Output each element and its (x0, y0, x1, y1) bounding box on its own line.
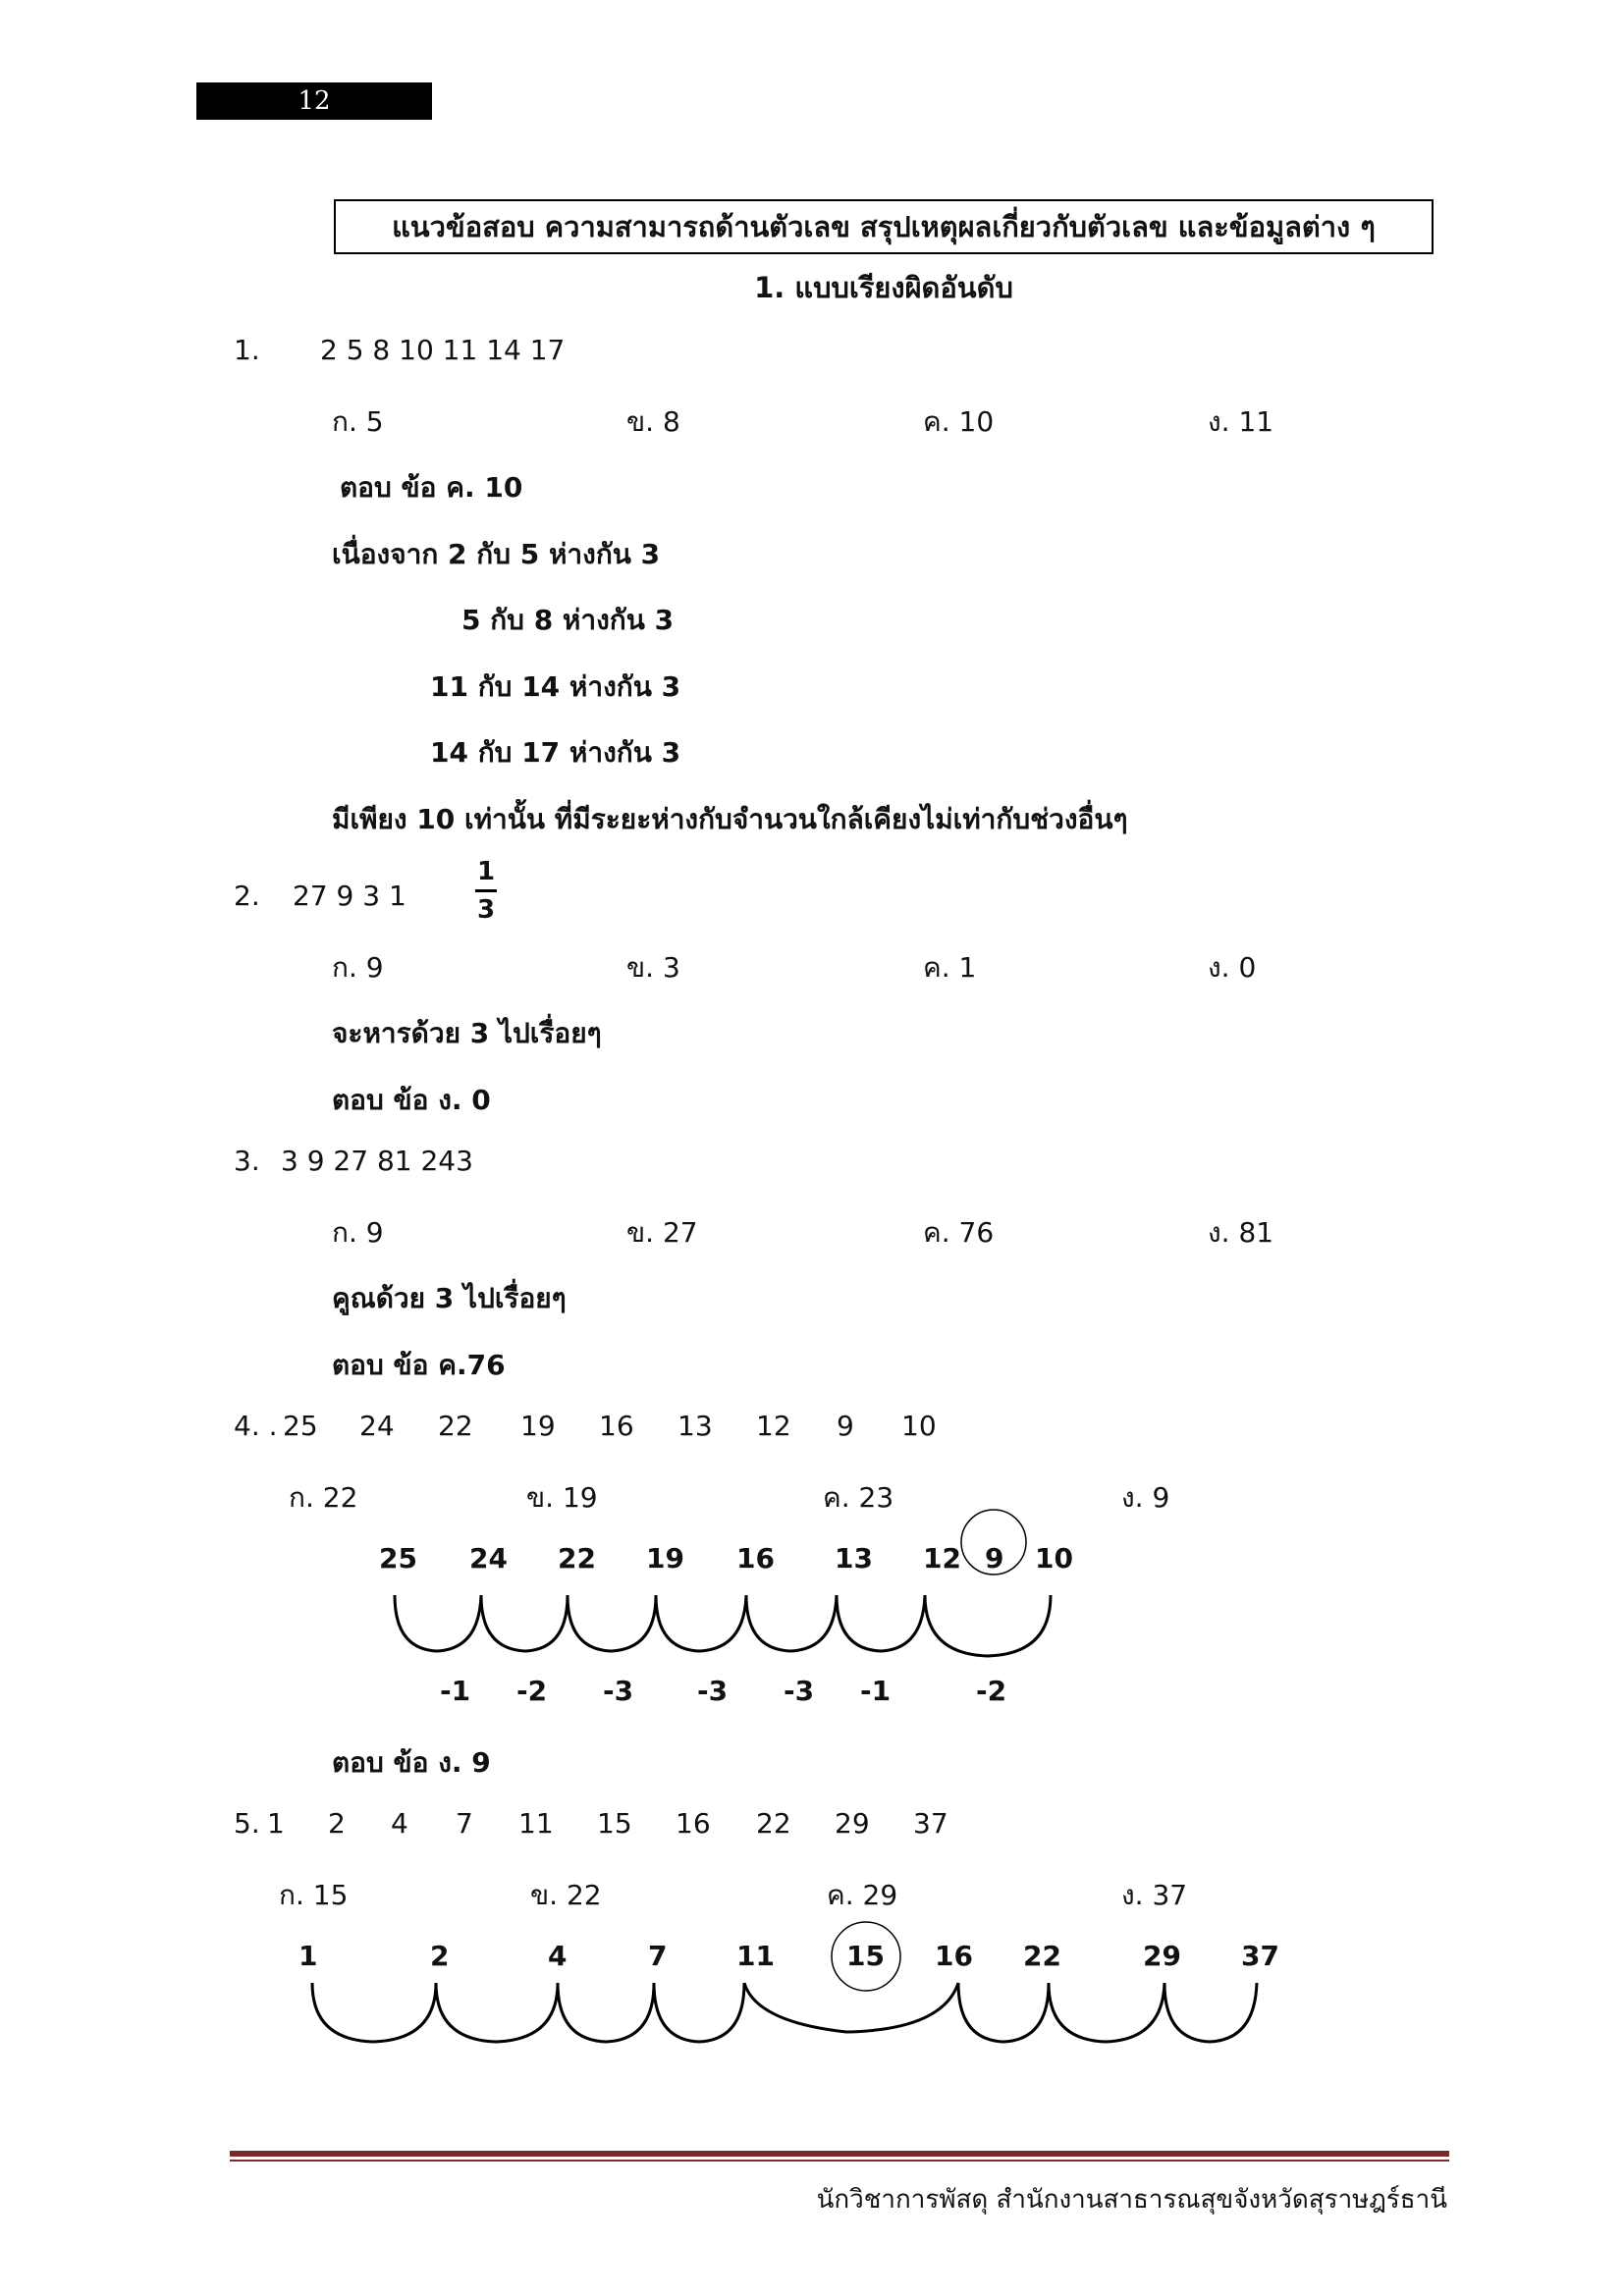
q4-choice-b: ข. 19 (526, 1481, 598, 1514)
q4-diff: -2 (516, 1675, 548, 1707)
page-number: 12 (298, 86, 331, 116)
q5-arc (558, 1983, 654, 2042)
q1-explain-4: 14 กับ 17 ห่างกัน 3 (430, 736, 681, 769)
q4-answer-circle (961, 1510, 1026, 1575)
q4-choice-c: ค. 23 (823, 1481, 894, 1514)
q5-diagram-num: 1 (298, 1940, 318, 1972)
q5-seq-2: 4 (391, 1807, 408, 1840)
q4-diff: -3 (697, 1675, 729, 1707)
q1-choice-d: ง. 11 (1208, 405, 1274, 438)
q2-choice-a: ก. 9 (332, 951, 384, 984)
q4-diagram-num: 10 (1035, 1542, 1073, 1575)
q3-sequence: 3 9 27 81 243 (281, 1145, 473, 1177)
q4-arc (746, 1595, 837, 1651)
q3-choice-a: ก. 9 (332, 1216, 384, 1249)
q5-diagram-num: 29 (1143, 1940, 1181, 1972)
q4-diff: -1 (440, 1675, 471, 1707)
q3-explain: คูณด้วย 3 ไปเรื่อยๆ (332, 1282, 567, 1314)
q4-number: 4. . (234, 1410, 278, 1442)
q5-diagram-num: 2 (430, 1940, 450, 1972)
q1-choice-b: ข. 8 (626, 405, 680, 438)
q5-seq-7: 22 (756, 1807, 791, 1840)
q4-seq-6: 12 (756, 1410, 791, 1442)
q5-seq-4: 11 (518, 1807, 554, 1840)
q4-diagram-num: 13 (835, 1542, 873, 1575)
q5-number: 5. (234, 1807, 260, 1840)
q1-choice-c: ค. 10 (923, 405, 995, 438)
footer-rule (230, 2151, 1449, 2157)
q4-arc (395, 1595, 481, 1651)
q1-sequence: 2 5 8 10 11 14 17 (320, 334, 566, 366)
q4-diagram-num: 16 (736, 1542, 775, 1575)
q2-choice-b: ข. 3 (626, 951, 680, 984)
q4-arc (481, 1595, 568, 1651)
q4-diagram-num: 19 (646, 1542, 684, 1575)
q5-choice-a: ก. 15 (279, 1879, 349, 1911)
q3-choice-d: ง. 81 (1208, 1216, 1274, 1249)
footer-rule-thin (230, 2160, 1449, 2162)
q2-number: 2. (234, 880, 260, 912)
q2-sequence: 27 9 3 1 (293, 880, 406, 912)
q4-diff: -2 (976, 1675, 1007, 1707)
q4-seq-2: 22 (438, 1410, 473, 1442)
q5-diagram-num: 22 (1023, 1940, 1061, 1972)
q1-choice-a: ก. 5 (332, 405, 384, 438)
q4-seq-4: 16 (599, 1410, 634, 1442)
q4-diagram-num-circled: 9 (985, 1542, 1004, 1575)
q5-diagram-num: 37 (1241, 1940, 1279, 1972)
q4-seq-5: 13 (677, 1410, 713, 1442)
q3-choice-c: ค. 76 (923, 1216, 995, 1249)
q1-number: 1. (234, 334, 260, 366)
q5-choice-c: ค. 29 (827, 1879, 898, 1911)
q5-seq-9: 37 (913, 1807, 948, 1840)
q4-answer: ตอบ ข้อ ง. 9 (332, 1746, 491, 1779)
q5-diagram-num: 7 (648, 1940, 668, 1972)
page-title: แนวข้อสอบ ความสามารถด้านตัวเลข สรุปเหตุผลเกี่ยวกับตัวเลข และข้อมูลต่าง ๆ (392, 210, 1376, 243)
q5-choice-b: ข. 22 (530, 1879, 602, 1911)
q4-arc (656, 1595, 746, 1651)
q2-choice-d: ง. 0 (1208, 951, 1257, 984)
q5-seq-0: 1 (267, 1807, 285, 1840)
q2-fraction-numerator: 1 (476, 857, 496, 886)
q1-answer: ตอบ ข้อ ค. 10 (340, 471, 523, 504)
q5-diagram-num: 11 (736, 1940, 775, 1972)
q2-choice-c: ค. 1 (923, 951, 977, 984)
q5-arc (744, 1983, 958, 2032)
q4-arc (568, 1595, 656, 1651)
q4-seq-8: 10 (901, 1410, 937, 1442)
q4-seq-7: 9 (837, 1410, 854, 1442)
q2-answer: ตอบ ข้อ ง. 0 (332, 1084, 491, 1116)
q1-explain-5: มีเพียง 10 เท่านั้น ที่มีระยะห่างกับจำนวนใกล้เคียงไม่เท่ากับช่วงอื่นๆ (332, 803, 1128, 835)
q5-diagram-num-circled: 15 (846, 1940, 885, 1972)
q5-arc (958, 1983, 1049, 2042)
q5-arc (1049, 1983, 1164, 2042)
q5-arcs (312, 1983, 1257, 2042)
footer-text: นักวิชาการพัสดุ สำนักงานสาธารณสุขจังหวัดสุราษฎร์ธานี (816, 2185, 1447, 2215)
q3-choice-b: ข. 27 (626, 1216, 698, 1249)
q3-answer: ตอบ ข้อ ค.76 (332, 1349, 506, 1381)
q5-diagram-num: 4 (548, 1940, 568, 1972)
q4-diagram-num: 22 (558, 1542, 596, 1575)
q4-arc (925, 1595, 1051, 1656)
q4-diff: -3 (784, 1675, 815, 1707)
q2-explain: จะหารด้วย 3 ไปเรื่อยๆ (332, 1017, 602, 1049)
q4-choice-a: ก. 22 (289, 1481, 358, 1514)
q4-arc (837, 1595, 925, 1651)
q4-diff: -3 (603, 1675, 634, 1707)
q4-seq-3: 19 (520, 1410, 556, 1442)
q5-choice-d: ง. 37 (1121, 1879, 1188, 1911)
q4-diagram-num: 25 (379, 1542, 417, 1575)
q5-arc (312, 1983, 436, 2042)
q5-seq-8: 29 (835, 1807, 870, 1840)
q5-seq-5: 15 (597, 1807, 632, 1840)
section-title: 1. แบบเรียงผิดอันดับ (754, 271, 1013, 304)
q5-arc (1164, 1983, 1257, 2042)
q3-number: 3. (234, 1145, 260, 1177)
q5-arc (654, 1983, 744, 2042)
q2-fraction-denominator: 3 (476, 895, 496, 925)
q4-arcs (395, 1595, 1051, 1656)
q5-seq-3: 7 (456, 1807, 473, 1840)
q5-diagram-num: 16 (935, 1940, 973, 1972)
q1-explain-2: 5 กับ 8 ห่างกัน 3 (461, 604, 675, 636)
q5-seq-1: 2 (328, 1807, 346, 1840)
q1-explain-1: เนื่องจาก 2 กับ 5 ห่างกัน 3 (332, 538, 661, 570)
q4-diagram-num: 12 (923, 1542, 961, 1575)
q5-seq-6: 16 (676, 1807, 711, 1840)
q4-seq-0: 25 (283, 1410, 318, 1442)
q1-explain-3: 11 กับ 14 ห่างกัน 3 (430, 670, 681, 703)
q5-arc (436, 1983, 558, 2042)
q4-choice-d: ง. 9 (1121, 1481, 1170, 1514)
q4-seq-1: 24 (359, 1410, 395, 1442)
q4-diff: -1 (860, 1675, 892, 1707)
q4-diagram-num: 24 (469, 1542, 508, 1575)
